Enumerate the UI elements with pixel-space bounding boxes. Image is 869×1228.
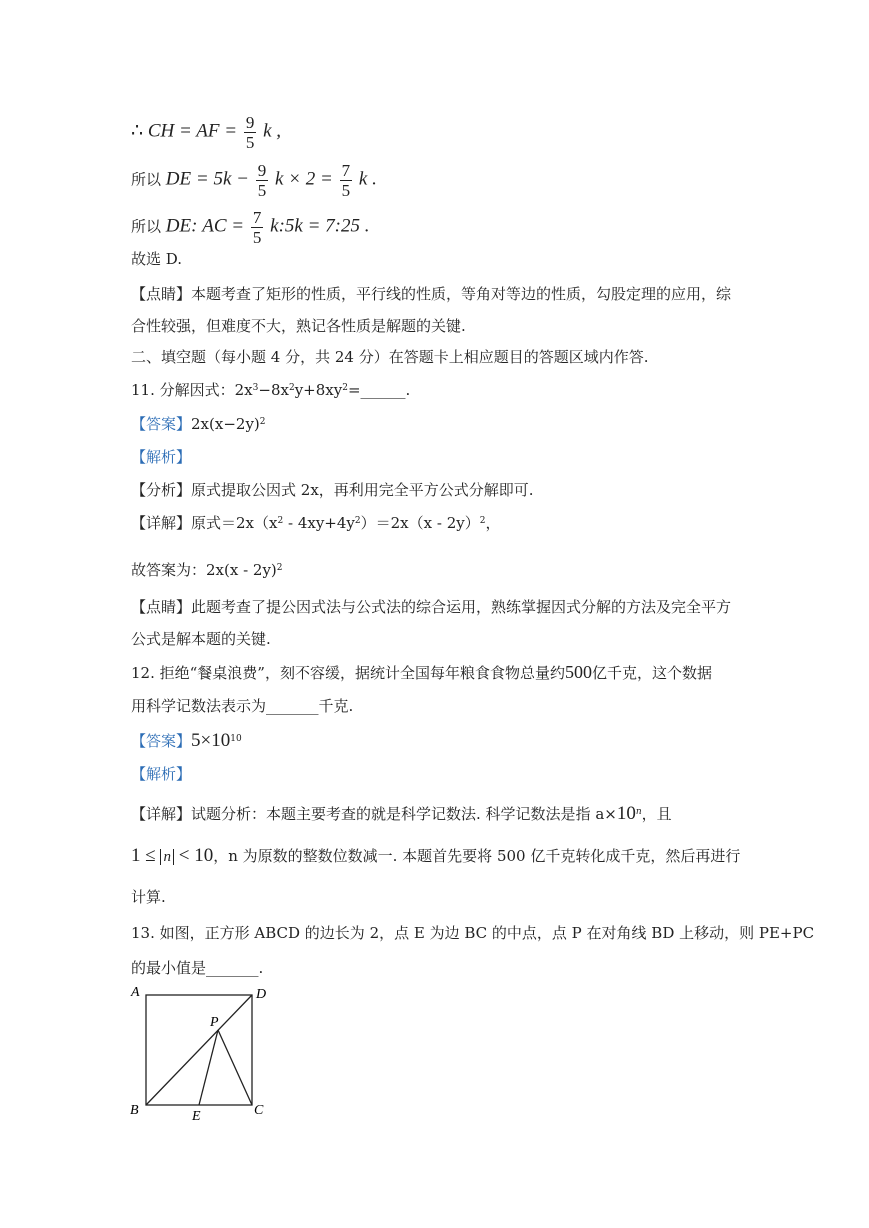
question-12-line-2: 用科学记数法表示为_______千克. [131,697,354,715]
q11-text: 11. 分解因式：2x [131,381,253,399]
math-text: 1 ≤ [131,845,156,866]
superscript: 10 [230,734,242,744]
label-d: D [256,987,267,1002]
question-13-line-1: 13. 如图，正方形 ABCD 的边长为 2，点 E 为边 BC 的中点，点 P 在对角线 BD 上移动，则 PE+PC [131,924,815,942]
comment-text: 此题考查了提公因式法与公式法的综合运用，熟练掌握因式分解的方法及完全平方 [191,598,732,616]
segment-pe [199,1030,218,1105]
label-p: P [210,1015,219,1030]
fenxi-tag: 【分析】 [131,481,192,499]
superscript: 3 [252,383,259,393]
suoyi-text: 所以 [131,170,162,189]
superscript: 2 [288,383,295,393]
q11-fenxi [131,480,534,500]
q12-answer [131,731,242,751]
question-12-line-1 [131,662,712,683]
q11-text: =______. [347,381,411,399]
equation-part: DE: [165,215,198,237]
xiangjie-text: 试题分析：本题主要考查的就是科学记数法. 科学记数法是指 a× [191,805,617,823]
math-text: < 10 [178,845,214,866]
answer-tag: 【答案】 [131,415,192,433]
q12-number: 500 [564,662,592,682]
superscript: 2 [276,563,283,573]
comment-tag: 【点睛】 [131,285,192,303]
equation-part: k:5k = 7:25 . [270,215,370,237]
q11-answer [131,414,266,434]
section-heading: 二、填空题（每小题 4 分，共 24 分）在答题卡上相应题目的答题区域内作答. [131,348,649,366]
xiangjie-text: ，且 [641,805,672,823]
q12-xiangjie-3: 计算. [131,888,166,906]
solution-line-2 [131,161,377,200]
therefore-symbol: ∴ [131,120,144,142]
solution-line-3 [131,208,370,247]
label-b: B [130,1103,139,1118]
comment-line-2: 合性较强，但难度不大，熟记各性质是解题的关键. [131,317,466,335]
fenxi-text: 原式提取公因式 2x，再利用完全平方公式分解即可. [191,481,534,499]
answer-tag: 【答案】 [131,732,192,750]
xiangjie-tag: 【详解】 [131,514,192,532]
q12-xiangjie-1 [131,804,672,824]
equation-part: AC = [202,215,245,237]
fraction: $\frac{7}{5}$ [341,161,351,200]
superscript: 2 [354,516,361,526]
fraction: $\frac{9}{5}$ [257,161,267,200]
superscript: 2 [342,383,348,393]
equation-lhs: CH = AF = [147,120,238,142]
math-text: 10 [616,803,636,824]
q11-final [131,560,283,580]
diagonal-bd [146,995,252,1105]
square-figure [128,982,278,1124]
comment-text: 本题考查了矩形的性质，平行线的性质，等角对等边的性质，勾股定理的应用，综 [191,285,732,303]
superscript: 2 [479,516,486,526]
q11-comment-1 [131,597,731,617]
answer-text: 5×10 [191,730,231,751]
q11-text: y+8xy [294,381,343,399]
answer-text: 2x(x−2y) [191,415,260,433]
q11-analysis-tag: 【解析】 [131,448,192,466]
solution-line-1 [131,113,281,152]
superscript: 2 [277,516,284,526]
xiangjie-tag: 【详解】 [131,805,192,823]
equation-tail: k , [263,120,282,142]
final-text: 故答案为：2x(x - 2y) [131,561,277,579]
suoyi-text: 所以 [131,217,162,236]
xiangjie-text: ）＝2x（x - 2y） [360,514,480,532]
q11-xiangjie [131,513,500,533]
q11-text: −8x [258,381,289,399]
abs-value: n [160,849,174,865]
question-13-line-2: 的最小值是_______. [131,959,264,977]
xiangjie-text: ，n 为原数的整数位数减一. 本题首先要将 500 亿千克转化成千克，然后再进行 [213,847,741,865]
label-e: E [192,1109,201,1124]
fraction: $\frac{9}{5}$ [245,113,255,152]
superscript: n [635,807,642,817]
question-11 [131,380,410,400]
q12-analysis-tag: 【解析】 [131,765,192,783]
equation-part: k × 2 = [275,168,333,190]
fraction: $\frac{7}{5}$ [252,208,262,247]
superscript: 2 [259,417,266,427]
q12-xiangjie-2 [131,846,740,867]
xiangjie-text: 原式＝2x（x [191,514,278,532]
comment-tag: 【点睛】 [131,598,192,616]
equation-part: DE = 5k − [165,168,249,190]
label-c: C [254,1103,264,1118]
label-a: A [131,985,140,1000]
q12-text: 12. 拒绝“餐桌浪费”，刻不容缓，据统计全国每年粮食食物总量约 [131,664,565,682]
q11-comment-2: 公式是解本题的关键. [131,630,271,648]
xiangjie-text: - 4xy+4y [283,514,355,532]
q12-text: 亿千克，这个数据 [591,664,712,682]
equation-part: k . [358,168,377,190]
segment-pc [218,1030,252,1105]
choice-line: 故选 D. [131,250,183,268]
xiangjie-text: ， [485,514,501,532]
comment-line-1 [131,284,731,304]
